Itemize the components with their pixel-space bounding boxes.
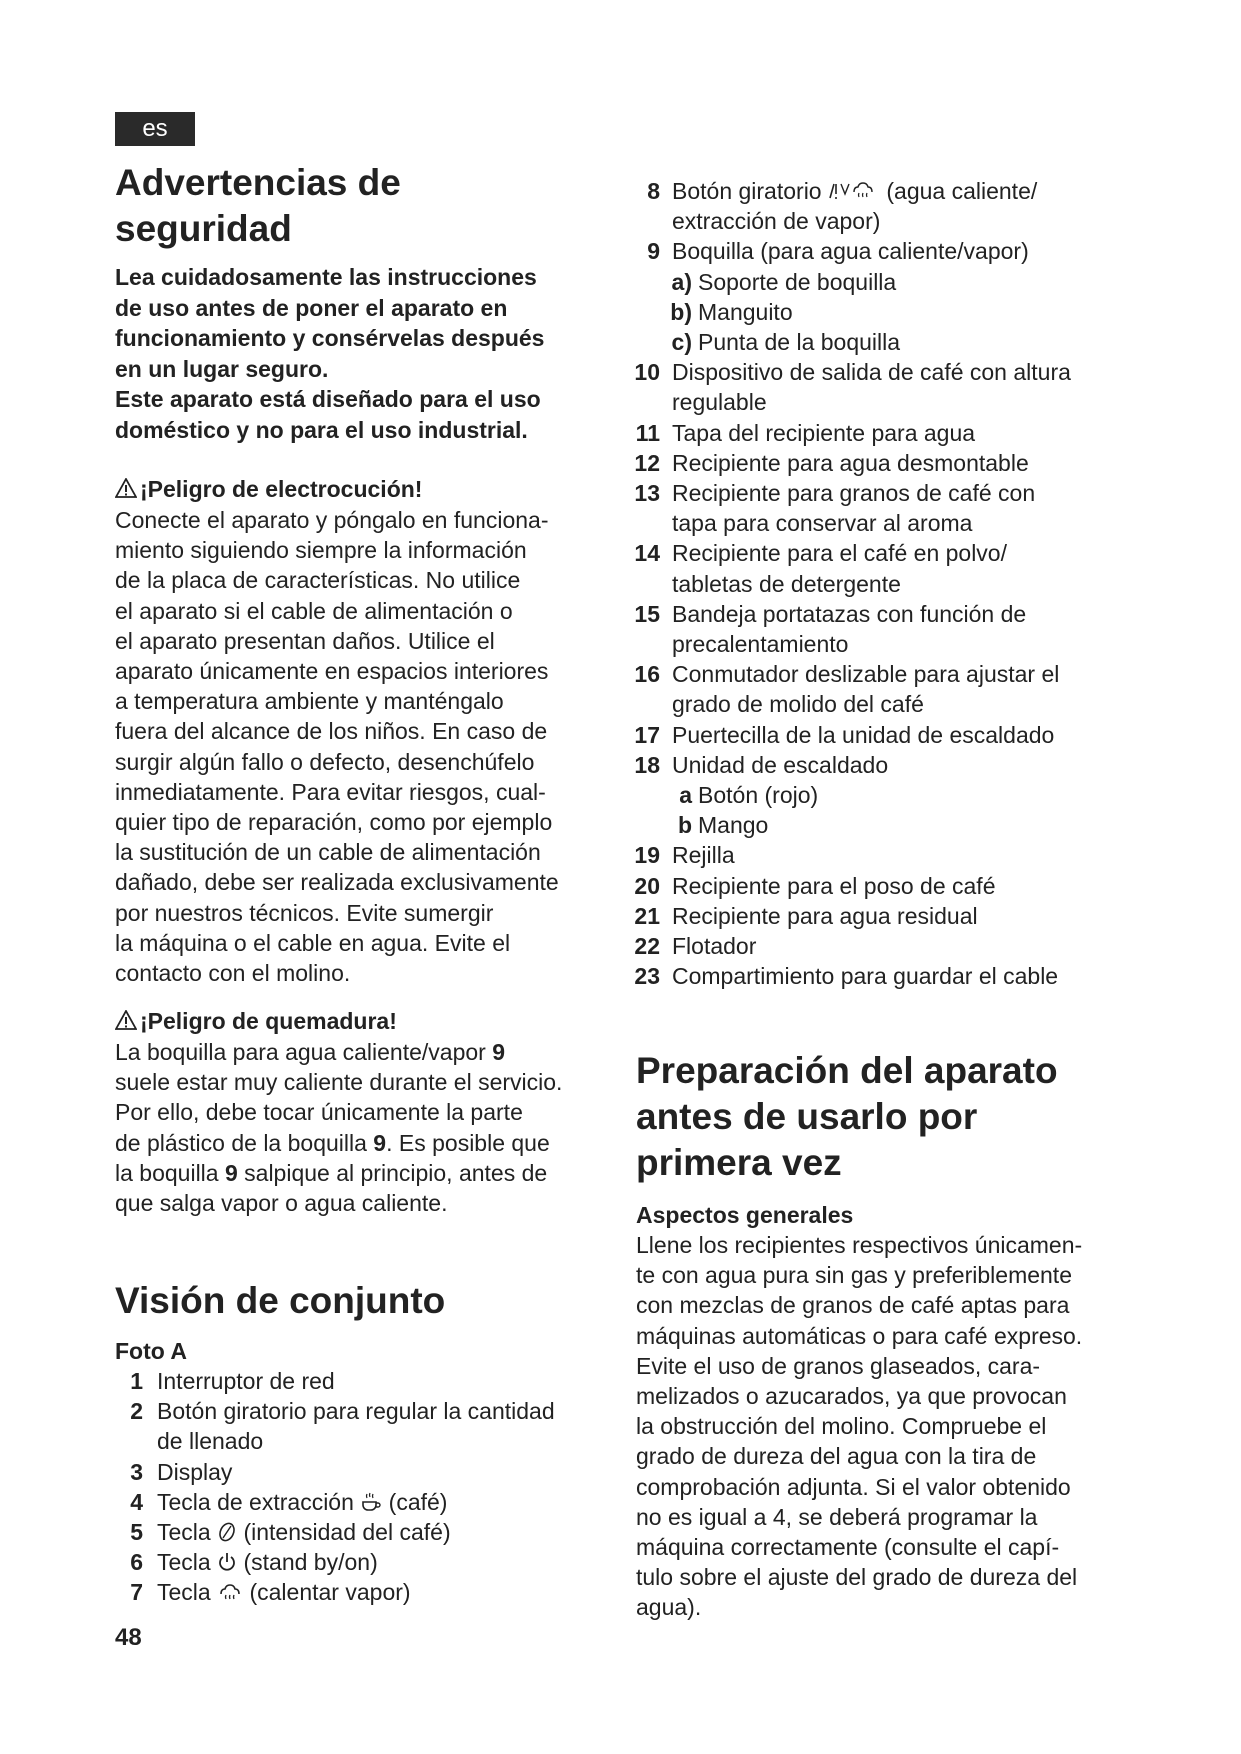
list-item: 15 Bandeja portatazas con función de [634, 600, 1027, 627]
preparation-heading: Preparación del aparato antes de usarlo por primera vez [636, 1050, 1058, 1183]
list-item: 5 Tecla (intensidad del café) [130, 1519, 451, 1546]
list-item: 6 Tecla (stand by/on) [130, 1549, 378, 1576]
warning-triangle-icon [115, 478, 137, 498]
list-item: tapa para conservar al aroma [672, 510, 973, 537]
list-item: a Botón (rojo) [679, 782, 819, 809]
list-item: 22 Flotador [634, 933, 757, 960]
list-item: precalentamiento [672, 631, 849, 658]
steam-icon [217, 1581, 243, 1603]
list-item: 4 Tecla de extracción (café) [130, 1488, 448, 1515]
water-steam-icon [828, 180, 880, 202]
list-item: 3 Display [130, 1458, 233, 1485]
list-item: b Mango [677, 812, 769, 839]
electrocution-warning-title: ¡Peligro de electrocución! [115, 474, 422, 504]
electrocution-warning-text: Conecte el aparato y póngalo en funciona- miento siguiendo siempre la información de la placa de características. No utilice el aparato si el cable de alimentación o el aparato presentan daños. Utilice el aparato únicamente en espacios interiores a temperatura ambiente y manténgalo fuera del alcance de los niños. En caso de surgir algún fallo o defecto, desenchúfelo inmediatamente. Para evitar riesgos, cual- quier tipo de reparación, como por ejemplo la sustitución de un cable de alimentación dañado, debe ser realizada exclusivamente por nuestros técnicos. Evite sumergir la máquina o el cable en agua. Evite el contacto con el molino. [115, 507, 559, 987]
warning-triangle-icon [115, 1010, 137, 1030]
list-item: 16 Conmutador deslizable para ajustar el [634, 661, 1060, 688]
list-item: 1 Interruptor de red [130, 1368, 335, 1394]
general-aspects-subheading: Aspectos generales [636, 1202, 854, 1228]
list-item: b) Manguito [670, 298, 793, 325]
cup-icon [360, 1491, 382, 1513]
components-list [630, 176, 1150, 991]
page-number: 48 [115, 1624, 142, 1651]
power-icon [217, 1551, 237, 1573]
list-item: 20 Recipiente para el poso de café [634, 872, 996, 899]
list-item: 21 Recipiente para agua residual [634, 902, 978, 929]
list-item: 12 Recipiente para agua desmontable [634, 449, 1029, 476]
list-item: 17 Puertecilla de la unidad de escaldado [634, 721, 1055, 748]
burn-warning-title: ¡Peligro de quemadura! [115, 1006, 397, 1036]
list-item: 10 Dispositivo de salida de café con altura [634, 359, 1071, 386]
list-item: extracción de vapor) [672, 208, 881, 235]
list-item: 13 Recipiente para granos de café con [634, 480, 1036, 507]
photo-label: Foto A [115, 1338, 187, 1364]
list-item: tabletas de detergente [672, 570, 901, 597]
overview-list [115, 1366, 635, 1608]
list-item: 11 Tapa del recipiente para agua [635, 419, 976, 446]
safety-intro: Lea cuidadosamente las instrucciones de uso antes de poner el aparato en funcionamiento y consérvelas después en un lugar seguro. Este aparato está diseñado para el uso doméstico y no para el uso industrial. [115, 264, 545, 443]
list-item: c) Punta de la boquilla [671, 329, 901, 356]
safety-heading: Advertencias de seguridad [115, 162, 401, 249]
overview-heading: Visión de conjunto [115, 1280, 446, 1321]
burn-warning-text: La boquilla para agua caliente/vapor 9 suele estar muy caliente durante el servicio. Por ello, debe tocar únicamente la parte de plástico de la boquilla 9. Es posible que la boquilla 9 salpique al principio, antes de que salga vapor o agua caliente. [115, 1039, 563, 1217]
list-item: 23 Compartimiento para guardar el cable [634, 963, 1059, 990]
list-item: 7 Tecla (calentar vapor) [130, 1579, 411, 1606]
list-item: 8 Botón giratorio (agua caliente/ [647, 178, 1038, 204]
preparation-text: Llene los recipientes respectivos únicamen- te con agua pura sin gas y preferiblemente con mezclas de granos de café aptas para máquinas automáticas o para café expreso. Evite el uso de granos glaseados, cara- melizados o azucarados, ya que provocan la obstrucción del molino. Compruebe el grado de dureza del agua con la tira de comprobación adjunta. Si el valor obtenido no es igual a 4, se deberá programar la máquina correctamente (consulte el capí- tulo sobre el ajuste del grado de dureza del agua). [636, 1232, 1083, 1621]
list-item: de llenado [157, 1428, 264, 1455]
list-item: 19 Rejilla [634, 842, 735, 869]
list-item: 18 Unidad de escaldado [634, 751, 889, 778]
list-item: 14 Recipiente para el café en polvo/ [634, 540, 1007, 567]
list-item: a) Soporte de boquilla [671, 268, 897, 295]
language-tag: es [115, 112, 195, 146]
list-item: regulable [672, 389, 767, 416]
list-item: grado de molido del café [672, 691, 924, 718]
bean-icon [217, 1521, 237, 1543]
list-item: 2 Botón giratorio para regular la cantidad [130, 1398, 555, 1425]
list-item: 9 Boquilla (para agua caliente/vapor) [647, 238, 1029, 265]
